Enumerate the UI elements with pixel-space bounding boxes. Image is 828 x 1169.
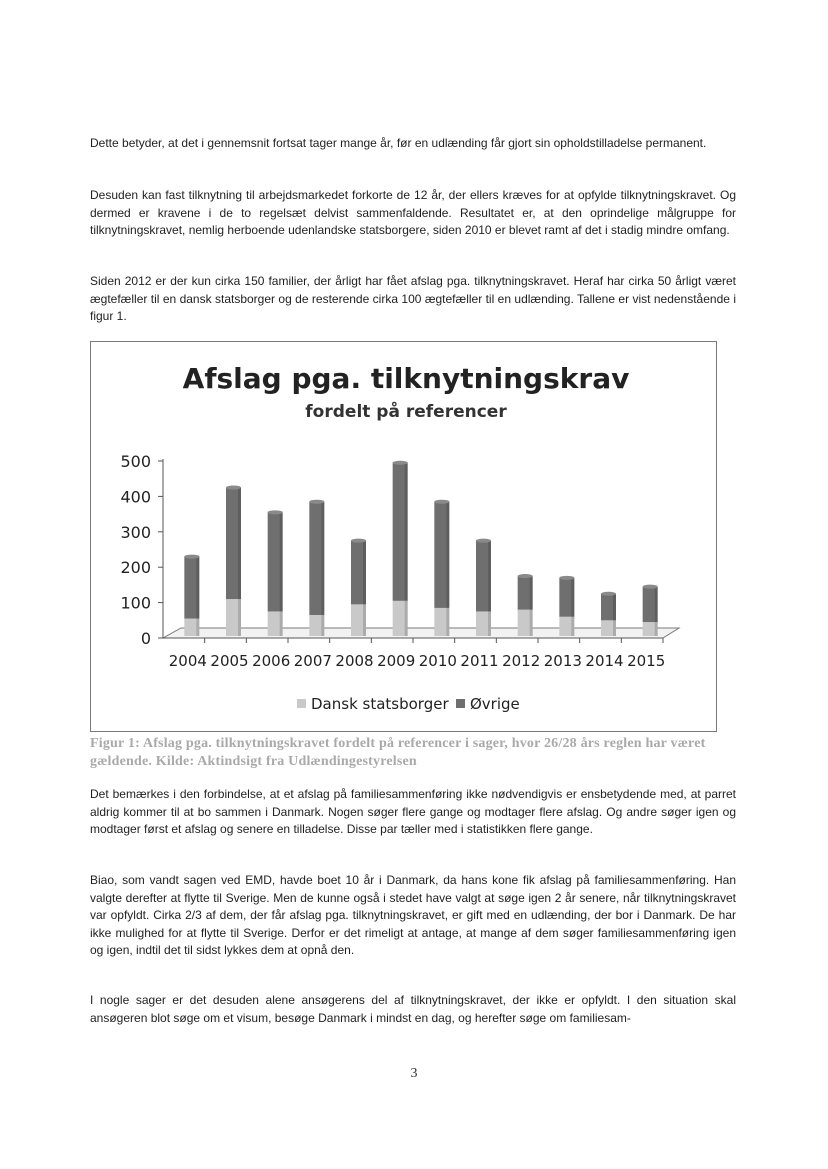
bar-side-shade-2010 (446, 502, 449, 636)
bar-top-cap-2011 (476, 539, 491, 543)
y-tick-label: 200 (120, 558, 151, 578)
bar-top-cap-2012 (518, 574, 533, 578)
bar-top-cap-2014 (601, 592, 616, 596)
paragraph-4: Det bemærkes i den forbindelse, at et afslag på familiesammenføring ikke nødvendigvis er ensbetydende med, at parret aldrig kommer til at bo sammen i Danmark. Nogen søger flere gange og modtager flere afslag. Og andre søger igen og modtager først et afslag og senere en tilladelse. Disse par tæller med i statistikken flere gange. (90, 787, 736, 836)
x-tick-label: 2004 (168, 652, 207, 670)
paragraph-5: Biao, som vandt sagen ved EMD, havde boet 10 år i Danmark, da hans kone fik afslag på familiesammenføring. Han valgte derefter at flytte til Sverige. Men de kunne også i stedet have valgt at søge igen 2 år senere, når tilknytningskravet var opfyldt. Cirka 2/3 af dem, der får afslag pga. tilknytningskravet, er gift med en udlænding, der bor i Danmark. De har ikke mulighed for at flytte til Sverige. Derfor er det rimeligt at antage, at mange af dem søger familiesammenføring igen og igen, indtil det til sidst lykkes dem at opnå den. (90, 873, 736, 957)
x-tick-label: 2005 (210, 652, 249, 670)
bar-top-cap-2006 (268, 510, 283, 514)
x-tick-label: 2014 (585, 652, 624, 670)
bar-top-cap-2008 (351, 539, 366, 543)
bar-side-shade-2012 (530, 576, 533, 636)
paragraph-1: Dette betyder, at det i gennemsnit fortsat tager mange år, før en udlænding får gjort sin opholdstilladelse permanent. (90, 136, 707, 150)
bar-top-cap-2007 (309, 500, 324, 504)
bar-side-shade-2005 (238, 488, 241, 636)
bar-top-cap-2005 (226, 486, 241, 490)
chart-title: Afslag pga. tilknytningskrav (182, 362, 630, 395)
bar-top-cap-2013 (559, 576, 574, 580)
bar-side-shade-2007 (321, 502, 324, 636)
legend-label-ovrige: Øvrige (470, 695, 520, 713)
legend-label-dansk: Dansk statsborger (311, 695, 449, 713)
x-tick-label: 2012 (502, 652, 541, 670)
y-tick-label: 300 (120, 522, 151, 542)
paragraph-6: I nogle sager er det desuden alene ansøgerens del af tilknytningskravet, der ikke er opfyldt. I den situation skal ansøgeren blot søge om et visum, besøge Danmark i mindst en dag, og herefter søge om familiesam- (90, 993, 736, 1025)
paragraph-3: Siden 2012 er der kun cirka 150 familier, der årligt har fået afslag pga. tilknytningskravet. Heraf har cirka 50 årligt været ægtefæller til en dansk statsborger og de resterende cirka 100 ægtefæller til en udlænding. Tallene er vist nedenstående i figur 1. (90, 274, 736, 323)
legend-swatch-dansk (297, 699, 306, 708)
x-tick-label: 2015 (627, 652, 666, 670)
page-number: 3 (410, 1066, 418, 1081)
figure-caption: Figur 1: Afslag pga. tilknytningskravet fordelt på referencer i sager, hvor 26/28 års reglen har været gældende. Kilde: Aktindsigt fra Udlændingestyrelsen (90, 736, 706, 769)
x-tick-label: 2009 (377, 652, 416, 670)
bar-top-cap-2010 (434, 500, 449, 504)
bar-side-shade-2011 (488, 541, 491, 636)
x-tick-label: 2013 (543, 652, 582, 670)
y-tick-label: 0 (140, 629, 151, 648)
chart-subtitle: fordelt på referencer (305, 402, 507, 422)
x-tick-label: 2008 (335, 652, 374, 670)
x-tick-label: 2010 (418, 652, 457, 670)
figure-chart-box (90, 341, 717, 732)
paragraph-2: Desuden kan fast tilknytning til arbejdsmarkedet forkorte de 12 år, der ellers kræves for at opfylde tilknytningskravet. Og dermed er kravene i de to regelsæt delvist sammenfaldende. Resultatet er, at den oprindelige målgruppe for tilknytningskravet, nemlig herboende udenlandske statsborgere, siden 2010 er blevet ramt af det i stadig mindre omfang. (90, 188, 736, 237)
legend-swatch-ovrige (456, 699, 465, 708)
bar-side-shade-2008 (363, 541, 366, 636)
bar-top-cap-2004 (184, 555, 199, 559)
bar-side-shade-2006 (280, 512, 283, 636)
bar-side-shade-2004 (196, 557, 199, 636)
bar-side-shade-2013 (571, 578, 574, 636)
bar-side-shade-2009 (405, 463, 408, 636)
bar-side-shade-2014 (613, 594, 616, 636)
bar-top-cap-2009 (393, 461, 408, 465)
stacked-bar-chart (91, 342, 716, 731)
bar-top-cap-2015 (643, 585, 658, 589)
y-tick-label: 400 (120, 487, 151, 507)
bar-side-shade-2015 (655, 587, 658, 636)
y-tick-label: 100 (120, 593, 151, 613)
x-tick-label: 2006 (252, 652, 291, 670)
y-tick-label: 500 (120, 452, 151, 471)
x-tick-label: 2007 (293, 652, 332, 670)
x-tick-label: 2011 (460, 652, 499, 670)
